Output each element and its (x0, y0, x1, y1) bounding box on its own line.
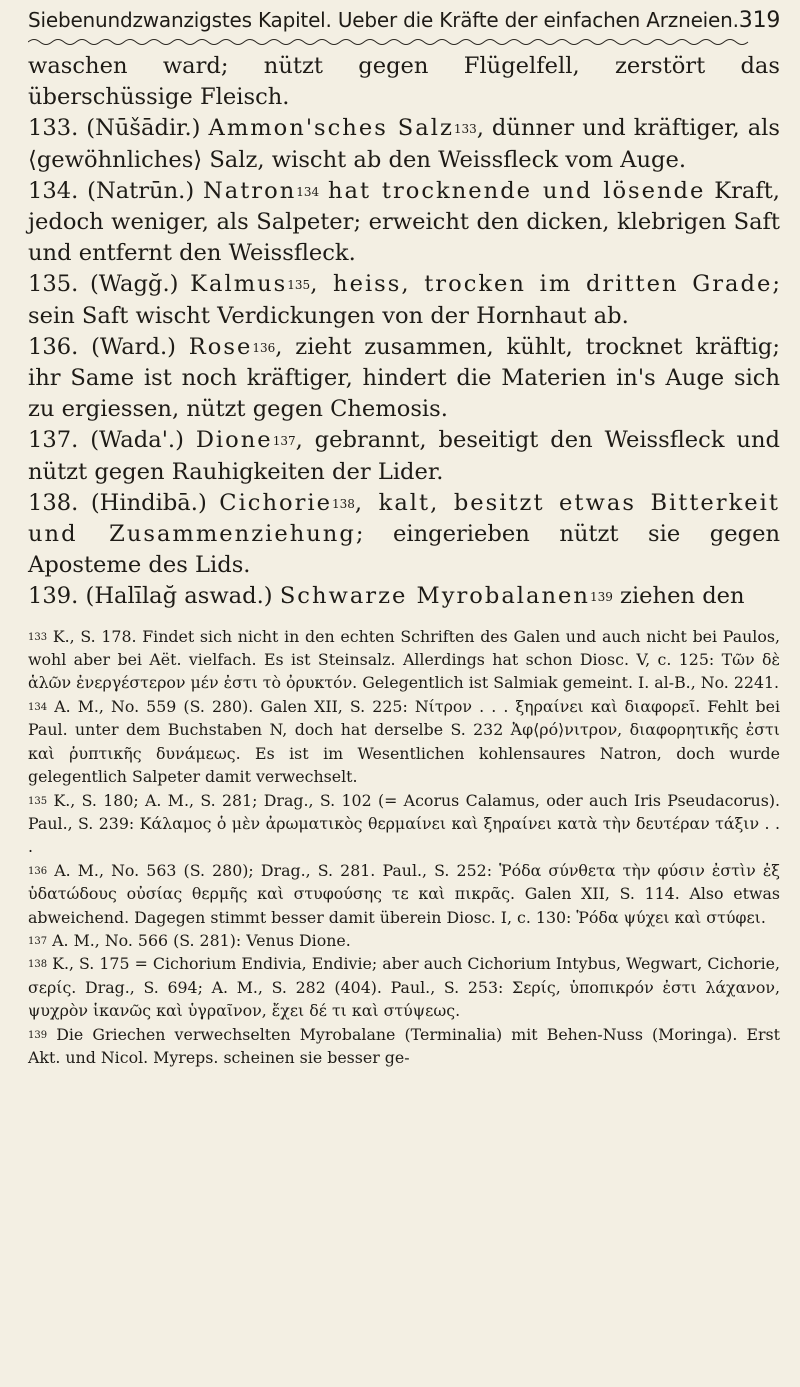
paragraph-continuation: waschen ward; nützt gegen Flügelfell, zerstört das überschüssige Fleisch. (28, 53, 780, 111)
entry-136: 136. (Ward.) Rose$^{136}$, zieht zusammen, kühlt, trocknet kräftig; ihr Same ist noch kräftiger, hindert die Materien in's Auge sich zu ergiessen, nützt gegen Chemosis. (28, 333, 780, 423)
footnote-ref: 135 (287, 278, 311, 293)
entry-135: 135. (Wagğ.) Kalmus$^{135}$, heiss, trocken im dritten Grade; sein Saft wischt Verdickungen von der Hornhaut ab. (28, 271, 780, 329)
footnotes (28, 625, 780, 1070)
footnote-136: $^{136}$ A. M., No. 563 (S. 280); Drag., S. 281. Paul., S. 252: Ῥόδα σύνθετα τὴν φύσιν ἐστὶν ἐξ ὑδατώδους οὐσίας θερμῆς καὶ στυφούσης τε καὶ πικρᾶς. Galen XII, S. 114. Also etwas abweichend. Dagegen stimmt besser damit überein Diosc. I, c. 130: Ῥόδα ψύχει καὶ στύφει. (28, 860, 781, 927)
running-header (28, 8, 780, 33)
footnote-133: $^{133}$ K., S. 178. Findet sich nicht in den echten Schriften des Galen und auch nicht bei Paulos, wohl aber bei Aët. vielfach. Es ist Steinsalz. Allerdings hat schon Diosc. V, c. 125: Τῶν δὲ ἁλῶν ἐνεργέστερον μέν ἐστι τὸ ὀρυκτόν. Gelegentlich ist Salmiak gemeint. I. al-B., No. 2241. (28, 626, 780, 693)
footnote-ref: 137 (272, 434, 296, 449)
entry-134: 134. (Natrūn.) Natron$^{134}$ hat trocknende und lösende Kraft, jedoch weniger, als Salpeter; erweicht den dicken, klebrigen Saft und entfernt den Weissfleck. (28, 177, 780, 267)
entry-name: Kalmus (190, 271, 288, 298)
page-number: 319 (738, 8, 781, 33)
footnote-134: $^{134}$ A. M., No. 559 (S. 280). Galen XII, S. 225: Νίτρον . . . ξηραίνει καὶ διαφορεῖ. Fehlt bei Paul. unter dem Buchstaben N, doch hat derselbe S. 232 Ἀφ⟨ρό⟩νιτρον, διαφορητικῆς ἐστι καὶ ῥυπτικῆς δυνάμεως. Es ist im Wesentlichen kohlensaures Natron, doch wurde gelegentlich Salpeter damit verwechselt. (28, 696, 780, 787)
footnote-ref: 133 (453, 122, 477, 137)
chapter-title: Siebenundzwanzigstes Kapitel. Ueber die Kräfte der einfachen Arzneien. (28, 8, 739, 32)
footnote-ref: 134 (296, 184, 320, 199)
entry-138: 138. (Hindibā.) Cichorie$^{138}$, kalt, besitzt etwas Bitterkeit und Zusammenziehung; eingerieben nützt sie gegen Aposteme des Lids. (28, 489, 780, 579)
footnote-138: $^{138}$ K., S. 175 = Cichorium Endivia, Endivie; aber auch Cichorium Intybus, Wegwart, Cichorie, σερίς. Drag., S. 694; A. M., S. 282 (404). Paul., S. 253: Σερίς, ὑποπικρόν ἐστι λάχανον, ψυχρὸν ἱκανῶς καὶ ὑγραῖνον, ἔχει δέ τι καὶ στύψεως. (28, 954, 780, 1021)
footnote-ref: 139 (589, 590, 613, 605)
footnote-ref: 138 (332, 496, 355, 511)
main-text (28, 51, 780, 613)
entry-name: Schwarze Myrobalanen (279, 583, 590, 610)
entry-name: Cichorie (219, 489, 333, 516)
decorative-wavy-rule (28, 35, 780, 49)
footnote-139: $^{139}$ Die Griechen verwechselten Myrobalane (Terminalia) mit Behen-Nuss (Moringa). Erst Akt. und Nicol. Myreps. scheinen sie besser ge- (28, 1024, 780, 1067)
entry-133: 133. (Nūšādir.) Ammon'sches Salz$^{133}$, dünner und kräftiger, als ⟨gewöhnliches⟩ Salz, wischt ab den Weissfleck vom Auge. (28, 115, 780, 173)
entry-name: Natron (202, 177, 297, 204)
footnote-135: $^{135}$ K., S. 180; A. M., S. 281; Drag., S. 102 (= Acorus Calamus, oder auch Iris Pseudacorus). Paul., S. 239: Κάλαμος ὁ μὲν ἀρωματικὸς θερμαίνει καὶ ξηραίνει κατὰ τὴν δευτέραν τάξιν . . . (28, 790, 781, 857)
book-page (28, 8, 780, 1069)
entry-name: Dione (195, 427, 273, 454)
entry-139: 139. (Halīlağ aswad.) Schwarze Myrobalanen$^{139}$ ziehen den (28, 583, 745, 610)
entry-name: Ammon'sches Salz (208, 115, 454, 142)
entry-137: 137. (Wada'.) Dione$^{137}$, gebrannt, beseitigt den Weissfleck und nützt gegen Rauhigkeiten der Lider. (28, 427, 780, 485)
footnote-137: $^{137}$ A. M., No. 566 (S. 281): Venus Dione. (28, 930, 351, 950)
footnote-ref: 136 (252, 340, 276, 355)
entry-name: Rose (188, 333, 253, 360)
